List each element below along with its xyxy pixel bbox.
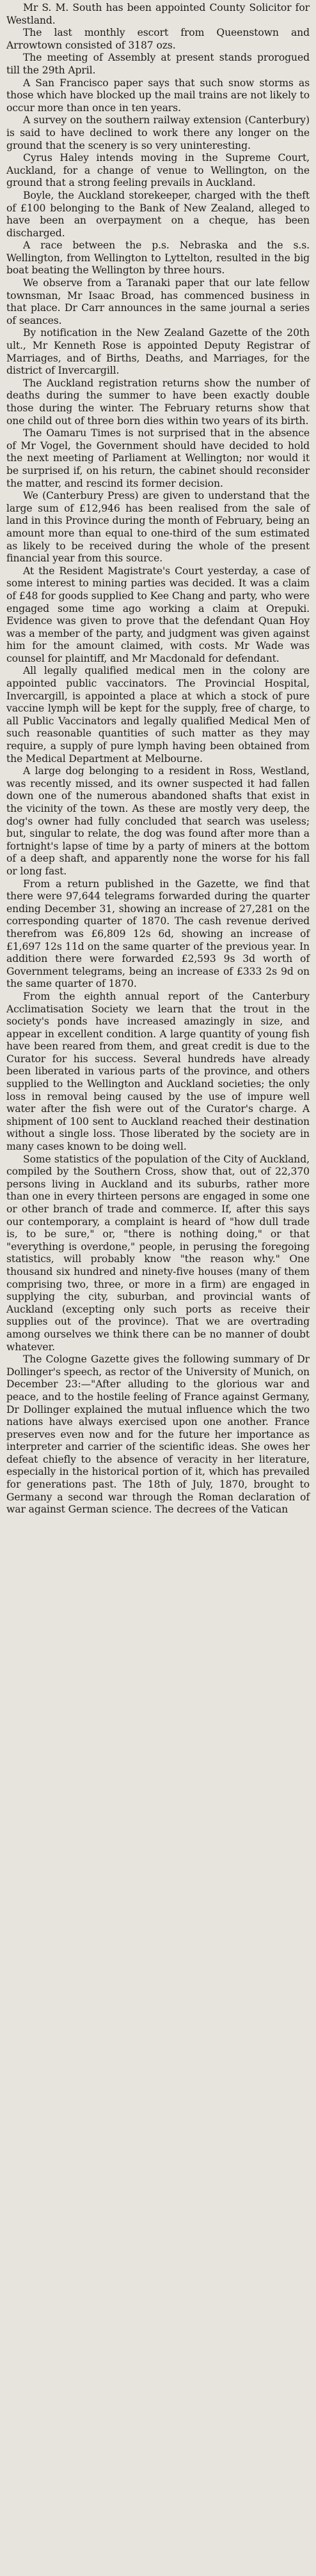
news-paragraph: From a return published in the Gazette, we find that there were 97,644 telegrams forwarded during the quarter ending December 31, showing an increase of 27,281 on the corresponding quarter of 1870. The cash revenue derived therefrom was £6,809 12s 6d, showing an increase of £1,697 12s 11d on the same quarter of the previous year. In addition there were forwarded £2,593 9s 3d worth of Government telegrams, being an increase of £333 2s 9d on the same quarter of 1870.	[6, 878, 310, 990]
news-paragraph: A survey on the southern railway extension (Canterbury) is said to have declined to work there any longer on the ground that the scenery is so very uninteresting.	[6, 114, 310, 151]
news-paragraph: From the eighth annual report of the Canterbury Acclimatisation Society we learn that the trout in the society's ponds have increased amazingly in size, and appear in excellent condition. A large quantity of young fish have been reared from them, and great credit is due to the Curator for his success. Several hundreds have already been liberated in various parts of the province, and others supplied to the Wellington and Auckland societies; the only loss in removal being caused by the use of impure well water after the fish were out of the Curator's charge. A shipment of 100 sent to Auckland reached their destination without a single loss. Those liberated by the society are in many cases known to be doing well.	[6, 990, 310, 1153]
news-paragraph: The Auckland registration returns show the number of deaths during the summer to have been exactly double those during the winter. The February returns show that one child out of three born dies within two years of its birth.	[6, 377, 310, 427]
news-paragraph: We (Canterbury Press) are given to understand that the large sum of £12,946 has been realised from the sale of land in this Province during the month of February, being an amount more than equal to one-third of the sum estimated as likely to be received during the whole of the present financial year from this source.	[6, 490, 310, 565]
news-paragraph: The last monthly escort from Queenstown and Arrowtown consisted of 3187 ozs.	[6, 27, 310, 51]
news-paragraph: At the Resident Magistrate's Court yesterday, a case of some interest to mining parties was decided. It was a claim of £48 for goods supplied to Kee Chang and party, who were engaged some time ago working a claim at Orepuki. Evidence was given to prove that the defendant Quan Hoy was a member of the party, and judgment was given against him for the amount claimed, with costs. Mr Wade was counsel for plaintiff, and Mr Macdonald for defendant.	[6, 565, 310, 664]
news-paragraph: The meeting of Assembly at present stands prorogued till the 29th April.	[6, 52, 310, 76]
news-paragraph: A large dog belonging to a resident in Ross, Westland, was recently missed, and its owner suspected it had fallen down one of the numerous abandoned shafts that exist in the vicinity of the town. As these are mostly very deep, the dog's owner had fully concluded that search was useless; but, singular to relate, the dog was found after more than a fortnight's lapse of time by a party of miners at the bottom of a deep shaft, and apparently none the worse for his fall or long fast.	[6, 765, 310, 877]
news-paragraph: By notification in the New Zealand Gazette of the 20th ult., Mr Kenneth Rose is appointed Deputy Registrar of Marriages, and of Births, Deaths, and Marriages, for the district of Invercargill.	[6, 327, 310, 377]
news-paragraph: All legally qualified medical men in the colony are appointed public vaccinators. The Provincial Hospital, Invercargill, is appointed a place at which a stock of pure vaccine lymph will be kept for the supply, free of charge, to all Public Vaccinators and legally qualified Medical Men of such reasonable quantities of such matter as they may require, a supply of pure lymph having been obtained from the Medical Department at Melbourne.	[6, 665, 310, 765]
news-paragraph: Mr S. M. South has been appointed County Solicitor for Westland.	[6, 2, 310, 26]
news-paragraph: The Oamaru Times is not surprised that in the absence of Mr Vogel, the Government should have decided to hold the next meeting of Parliament at Wellington; nor would it be surprised if, on his return, the cabinet should reconsider the matter, and rescind its former decision.	[6, 427, 310, 489]
news-paragraph: Some statistics of the population of the City of Auckland, compiled by the Southern Cross, show that, out of 22,370 persons living in Auckland and its suburbs, rather more than one in every thirteen persons are engaged in some one or other branch of trade and commerce. If, after this says our contemporary, a complaint is heard of "how dull trade is, to be sure," or, "there is nothing doing," or that "everything is overdone," people, in perusing the foregoing statistics, will probably know "the reason why." One thousand six hundred and ninety-five houses (many of them comprising two, three, or more in a firm) are engaged in supplying the city, suburban, and provincial wants of Auckland (excepting only such ports as receive their supplies out of the province). That we are overtrading among ourselves we think there can be no manner of doubt whatever.	[6, 1153, 310, 1353]
news-paragraph: The Cologne Gazette gives the following summary of Dr Dollinger's speech, as rector of the University of Munich, on December 23:—"After alluding to the glorious war and peace, and to the hostile feeling of France against Germany, Dr Dollinger explained the mutual influence which the two nations have always exercised upon one another. France preserves even now and for the future her importance as interpreter and carrier of the scientific ideas. She owes her defeat chiefly to the absence of veracity in her literature, especially in the historical portion of it, which has prevailed for generations past. The 18th of July, 1870, brought to Germany a second war through the Roman declaration of war against German science. The decrees of the Vatican	[6, 1353, 310, 1516]
news-paragraph: We observe from a Taranaki paper that our late fellow townsman, Mr Isaac Broad, has commenced business in that place. Dr Carr announces in the same journal a series of seances.	[6, 277, 310, 326]
news-paragraph: Cyrus Haley intends moving in the Supreme Court, Auckland, for a change of venue to Wellington, on the ground that a strong feeling prevails in Auckland.	[6, 152, 310, 189]
news-paragraph: Boyle, the Auckland storekeeper, charged with the theft of £100 belonging to the Bank of New Zealand, alleged to have been an overpayment on a cheque, has been discharged.	[6, 189, 310, 239]
news-paragraph: A race between the p.s. Nebraska and the s.s. Wellington, from Wellington to Lyttelton, resulted in the big boat beating the Wellington by three hours.	[6, 240, 310, 277]
news-paragraph: A San Francisco paper says that such snow storms as those which have blocked up the mail trains are not likely to occur more than once in ten years.	[6, 77, 310, 114]
